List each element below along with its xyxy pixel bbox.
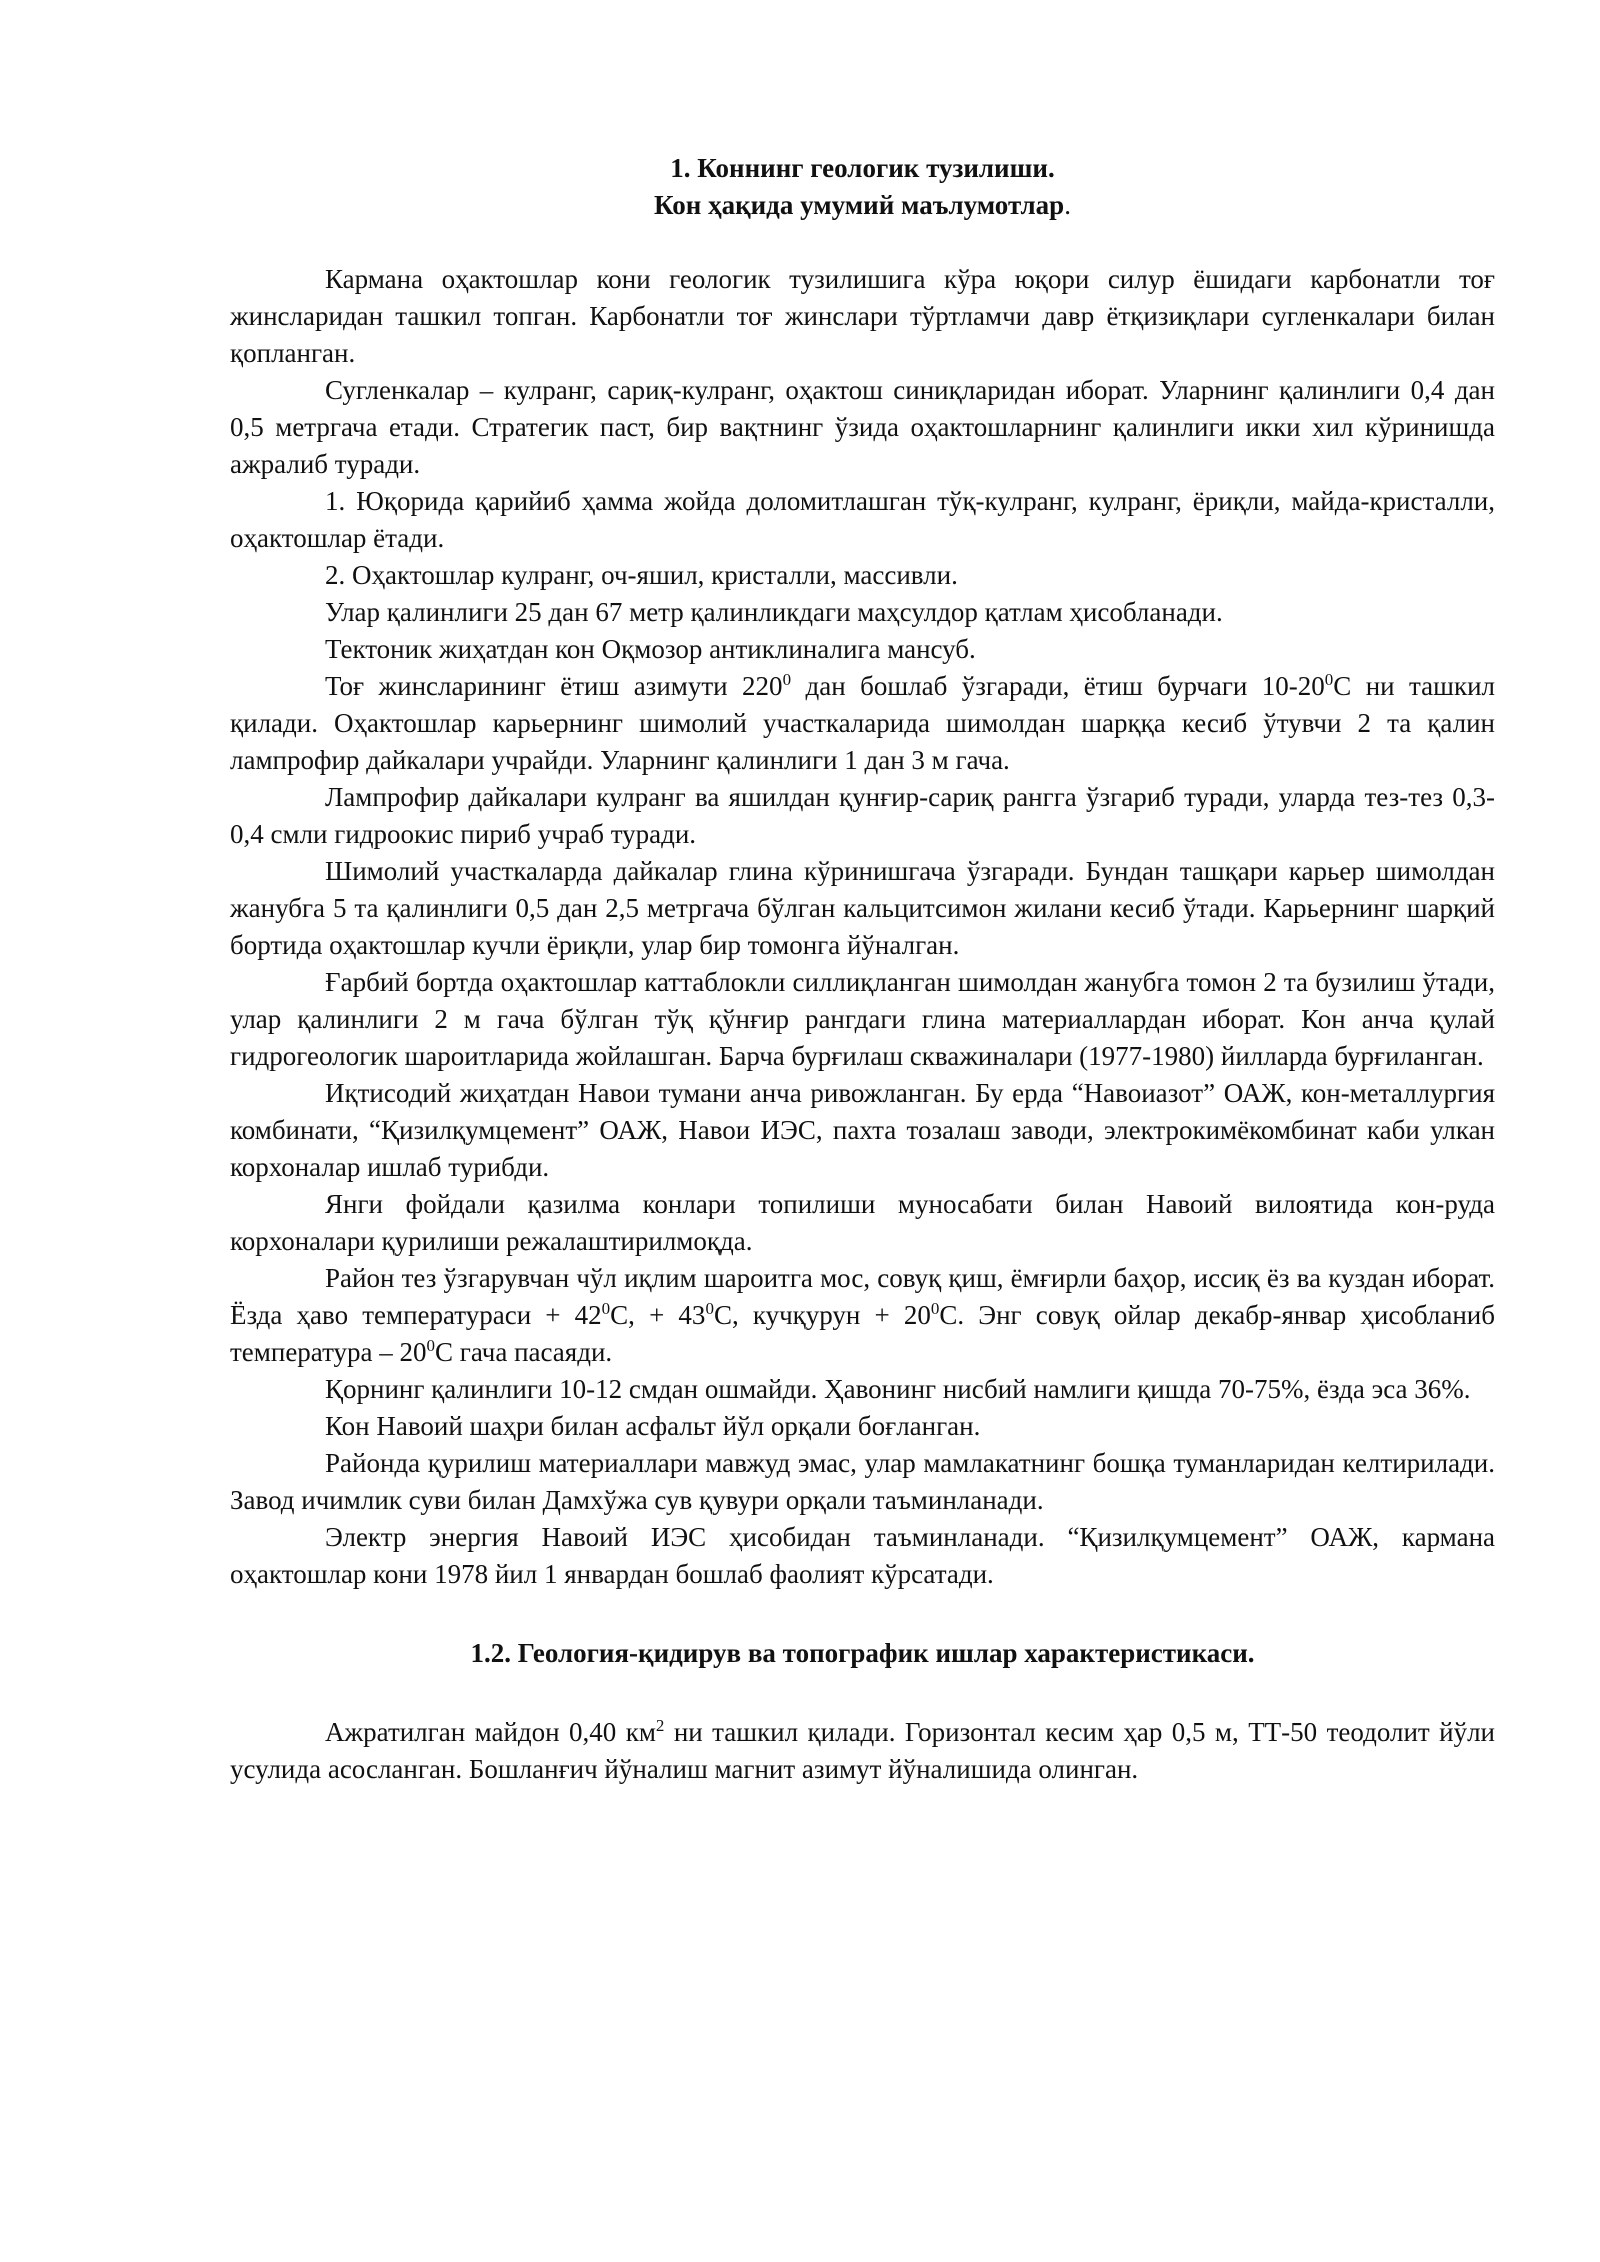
paragraph-west-board: Ғарбий бортда оҳактошлар каттаблокли силлиқланган шимолдан жанубга томон 2 та бузилиш ўтади, улар қалинлиги 2 м гача бўлган тўқ қўнғир рангдаги глина материаллардан иборат. Кон анча қулай гидрогеологик шароитларида жойлашган. Барча бурғилаш скважиналари (1977-1980) йилларда бурғиланган. bbox=[230, 967, 1495, 1071]
paragraph-north-sections: Шимолий участкаларда дайкалар глина кўринишгача ўзгаради. Бундан ташқари карьер шимолдан жанубга 5 та қалинлиги 0,5 дан 2,5 метргача бўлган кальцитсимон жилани кесиб ўтади. Карьернинг шарқий бортида оҳактошлар кучли ёриқли, улар бир томонга йўналган. bbox=[230, 856, 1495, 960]
superscript: 0 bbox=[782, 670, 792, 689]
paragraph-economy: Иқтисодий жиҳатдан Навои тумани анча ривожланган. Бу ерда “Навоиазот” ОАЖ, кон-металлургия комбинати, “Қизилқумцемент” ОАЖ, Навои ИЭС, пахта тозалаш заводи, электрокимёкомбинат каби улкан корхоналар ишлаб турибди. bbox=[230, 1078, 1495, 1182]
text-run: ни ташкил қилади. Горизонтал кесим ҳар 0,5 м, ТТ-50 теодолит йўли усулида асосланган. Бошланғич йўналиш магнит азимут йўналишида олинган. bbox=[230, 1717, 1495, 1784]
paragraph-thickness: Улар қалинлиги 25 дан 67 метр қалинликдаги маҳсулдор қатлам ҳисобланади. bbox=[325, 597, 1223, 627]
superscript: 0 bbox=[930, 1299, 940, 1318]
paragraph-sugglinki: Сугленкалар – кулранг, сариқ-кулранг, оҳактош синиқларидан иборат. Уларнинг қалинлиги 0,4 дан 0,5 метргача етади. Стратегик паст, бир вақтнинг ўзида оҳактошларнинг қалинлиги икки хил кўринишда ажралиб туради. bbox=[230, 375, 1495, 479]
paragraph-new-deposits: Янги фойдали қазилма конлари топилиши муносабати билан Навоий вилоятида кон-руда корхоналари қурилиши режалаштирилмоқда. bbox=[230, 1189, 1495, 1256]
superscript: 0 bbox=[426, 1336, 436, 1355]
paragraph-tectonics: Тектоник жиҳатдан кон Оқмозор антиклиналига мансуб. bbox=[325, 634, 976, 664]
text-run: Тоғ жинсларининг ётиш азимути 220 bbox=[325, 671, 783, 701]
paragraph-road: Кон Навоий шаҳри билан асфальт йўл орқали боғланган. bbox=[325, 1411, 981, 1441]
chapter-subtitle-text: Кон ҳақида умумий маълумотлар bbox=[654, 190, 1065, 220]
text-run: С, + 43 bbox=[610, 1300, 706, 1330]
paragraph-dip bbox=[230, 668, 1495, 779]
text-run: Район тез ўзгарувчан чўл иқлим шароитга мос, совуқ қиш, ёмғирли баҳор, иссиқ ёз ва куздан иборат. Ёзда ҳаво температураси + 42 bbox=[230, 1263, 1495, 1330]
text-run: С, кучқурун + 20 bbox=[713, 1300, 931, 1330]
chapter-title bbox=[230, 150, 1495, 187]
paragraph-snow: Қорнинг қалинлиги 10-12 смдан ошмайди. Ҳавонинг нисбий намлиги қишда 70-75%, ёзда эса 36%. bbox=[325, 1374, 1471, 1404]
paragraph-materials: Районда қурилиш материаллари мавжуд эмас, улар мамлакатнинг бошқа туманларидан келтирилади. Завод ичимлик суви билан Дамхўжа сув қувури орқали таъминланади. bbox=[230, 1448, 1495, 1515]
paragraph-lamprophyre: Лампрофир дайкалари кулранг ва яшилдан қунғир-сариқ рангга ўзгариб туради, уларда тез-тез 0,3-0,4 смли гидроокис пириб учраб туради. bbox=[230, 782, 1495, 849]
paragraph-electricity: Электр энергия Навоий ИЭС ҳисобидан таъминланади. “Қизилқумцемент” ОАЖ, кармана оҳактошлар кони 1978 йил 1 январдан бошлаб фаолият кўрсатади. bbox=[230, 1522, 1495, 1589]
paragraph-list-item-2: 2. Оҳактошлар кулранг, оч-яшил, кристалли, массивли. bbox=[325, 560, 958, 590]
chapter-subtitle-period: . bbox=[1064, 190, 1071, 220]
paragraph-area bbox=[230, 1714, 1495, 1788]
paragraph-list-item-1: 1. Юқорида қарийиб ҳамма жойда доломитлашган тўқ-кулранг, кулранг, ёриқли, майда-кристалли, оҳактошлар ётади. bbox=[230, 486, 1495, 553]
text-run: Ажратилган майдон 0,40 км bbox=[325, 1717, 656, 1747]
text-run: С гача пасаяди. bbox=[435, 1337, 613, 1367]
text-run: С. Энг совуқ ойлар декабр-январ ҳисобланиб температура – 20 bbox=[230, 1300, 1495, 1367]
section-title: 1.2. Геология-қидирув ва топографик ишлар характеристикаси. bbox=[470, 1638, 1255, 1668]
superscript: 0 bbox=[705, 1299, 714, 1318]
text-run: дан бошлаб ўзгаради, ётиш бурчаги 10-20 bbox=[791, 671, 1325, 701]
superscript: 0 bbox=[601, 1299, 611, 1318]
text-run: С ни ташкил қилади. Оҳактошлар карьернинг шимолий участкаларида шимолдан шарққа кесиб ўтувчи 2 та қалин лампрофир дайкалари учрайди. Уларнинг қалинлиги 1 дан 3 м гача. bbox=[230, 671, 1495, 775]
chapter-title-line1: 1. Коннинг геологик тузилиши. bbox=[670, 153, 1055, 183]
superscript: 0 bbox=[1324, 670, 1334, 689]
paragraph-geology: Кармана оҳактошлар кони геологик тузилишига кўра юқори силур ёшидаги карбонатли тоғ жинсларидан ташкил топган. Карбонатли тоғ жинслари тўртламчи давр ётқизиқлари сугленкалари билан қопланган. bbox=[230, 264, 1495, 368]
paragraph-climate bbox=[230, 1260, 1495, 1371]
chapter-subtitle bbox=[230, 187, 1495, 224]
spacer bbox=[230, 224, 1495, 261]
superscript: 2 bbox=[655, 1716, 665, 1735]
